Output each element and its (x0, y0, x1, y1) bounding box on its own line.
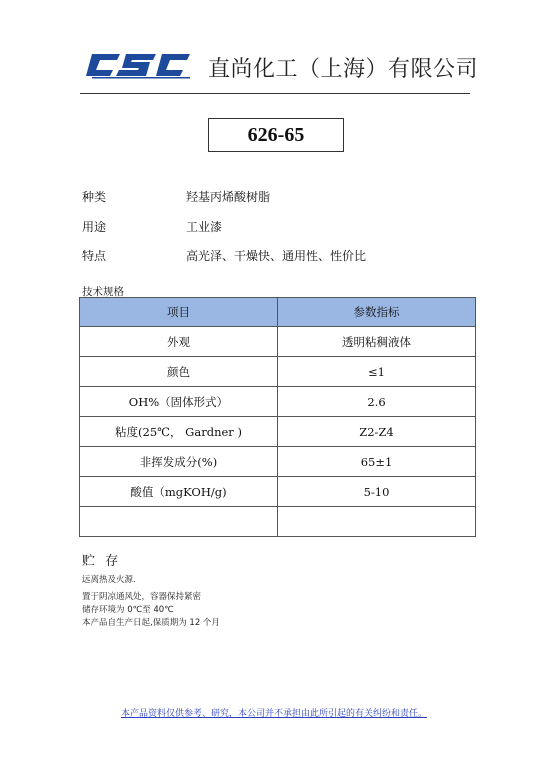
spec-value (278, 507, 476, 537)
spec-caption: 技术规格 (82, 286, 124, 298)
table-row (80, 477, 476, 507)
header-divider (80, 93, 470, 94)
spec-item: 颜色 (80, 357, 278, 387)
company-name: 直尚化工（上海）有限公司 (208, 57, 479, 82)
spec-value: 2.6 (278, 387, 476, 417)
spec-header-item: 项目 (80, 298, 278, 327)
storage-title: 贮 存 (82, 554, 122, 569)
disclaimer-link[interactable]: 本产品资料仅供参考、研究，本公司并不承担由此所引起的有关纠纷和责任。 (120, 709, 427, 719)
spec-item: OH%（固体形式） (80, 387, 278, 417)
product-code-box (208, 118, 344, 152)
spec-value: ≤1 (278, 357, 476, 387)
storage-line: 储存环境为 0℃至 40℃ (82, 605, 174, 615)
info-key: 特点 (82, 249, 107, 263)
spec-table (79, 297, 476, 537)
table-row (80, 447, 476, 477)
info-value: 羟基丙烯酸树脂 (186, 190, 271, 204)
spec-value: 65±1 (278, 447, 476, 477)
table-row (80, 387, 476, 417)
table-row (80, 327, 476, 357)
spec-item: 酸值（mgKOH/g) (80, 477, 278, 507)
info-key: 用途 (82, 220, 107, 234)
spec-item: 非挥发成分(%) (80, 447, 278, 477)
storage-line: 远离热及火源. (82, 575, 136, 585)
info-value: 高光泽、干燥快、通用性、性价比 (186, 249, 367, 263)
table-row (80, 357, 476, 387)
csc-logo (86, 50, 192, 80)
spec-item: 粘度(25℃， Gardner ) (80, 417, 278, 447)
spec-value: 5-10 (278, 477, 476, 507)
storage-line: 本产品自生产日起,保质期为 12 个月 (82, 618, 220, 628)
table-row (80, 417, 476, 447)
storage-line: 置于阴凉通风处，容器保持紧密 (82, 592, 202, 602)
spec-value: Z2-Z4 (278, 417, 476, 447)
spec-value: 透明粘稠液体 (278, 327, 476, 357)
spec-header-value: 参数指标 (278, 298, 476, 327)
product-code: 626-65 (247, 123, 305, 146)
table-row (80, 507, 476, 537)
storage-notes (82, 574, 220, 630)
spec-header-row (80, 298, 476, 327)
spec-item (80, 507, 278, 537)
info-value: 工业漆 (186, 220, 223, 234)
spec-item: 外观 (80, 327, 278, 357)
info-key: 种类 (82, 190, 107, 204)
